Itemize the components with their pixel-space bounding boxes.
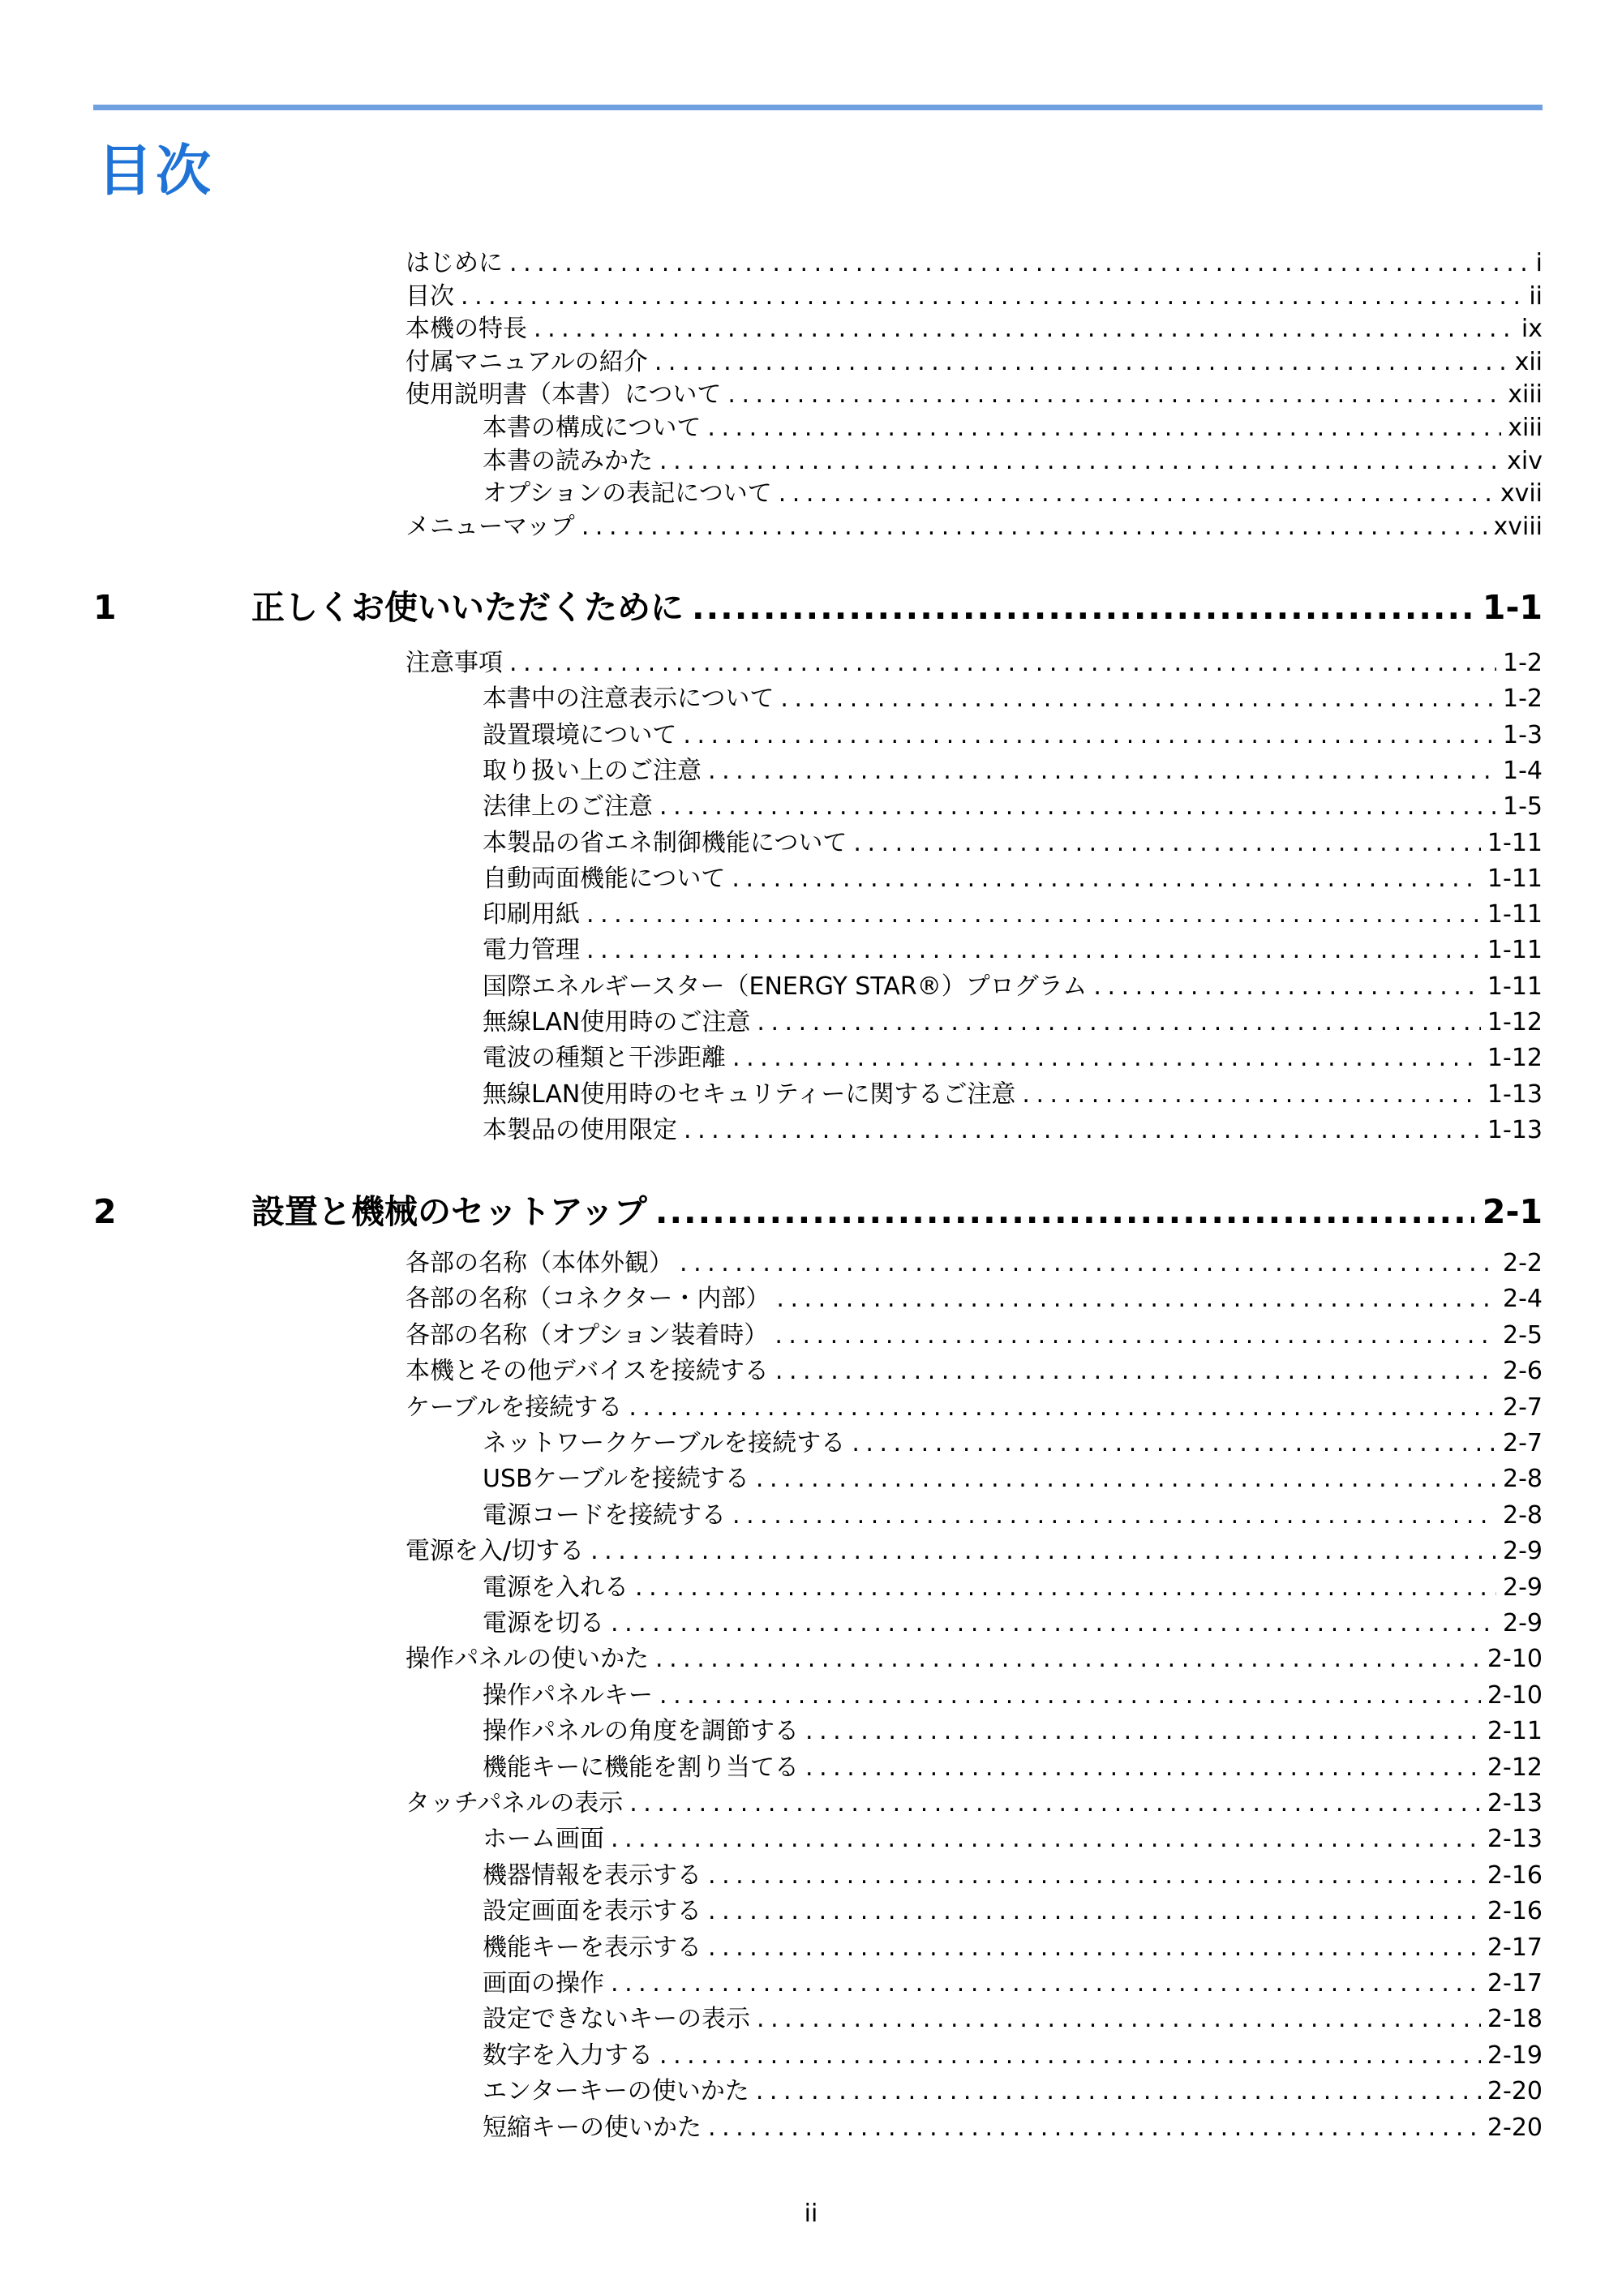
- dot-leader: [757, 1008, 1481, 1037]
- toc-entry[interactable]: [406, 380, 1543, 410]
- dot-leader: [732, 865, 1481, 894]
- toc-entry[interactable]: [406, 1393, 1543, 1423]
- dot-leader: [707, 414, 1501, 443]
- toc-subentry[interactable]: [483, 1573, 1543, 1603]
- toc-subentry[interactable]: [483, 1008, 1543, 1037]
- toc-entry-label: 本機とその他デバイスを接続する: [406, 1357, 769, 1385]
- toc-entry-label: 各部の名称（本体外観）: [406, 1249, 673, 1277]
- toc-entry[interactable]: [406, 282, 1543, 311]
- dot-leader: [708, 757, 1496, 786]
- toc-entry-page: 1-2: [1503, 649, 1543, 677]
- chapter-page: 2-1: [1482, 1192, 1543, 1231]
- toc-entry-page: 2-5: [1503, 1321, 1543, 1350]
- toc-entry-label: 画面の操作: [483, 1969, 604, 1998]
- dot-leader: [586, 936, 1481, 965]
- dot-leader: [509, 249, 1530, 278]
- chapter-heading[interactable]: [93, 586, 1543, 629]
- chapter-number: 2: [93, 1192, 117, 1231]
- toc-entry-label: エンターキーの使いかた: [483, 2077, 749, 2105]
- toc-subentry[interactable]: [483, 1116, 1543, 1145]
- toc-entry[interactable]: [406, 1537, 1543, 1566]
- toc-entry-label: 電力管理: [483, 936, 580, 964]
- toc-entry-page: 2-13: [1487, 1825, 1543, 1853]
- toc-entry-label: 機器情報を表示する: [483, 1861, 702, 1890]
- toc-entry-page: xiv: [1507, 447, 1543, 475]
- toc-entry-page: 2-17: [1487, 1969, 1543, 1998]
- dot-leader: [659, 792, 1496, 822]
- toc-entry-page: 2-9: [1503, 1537, 1543, 1565]
- toc-subentry[interactable]: [483, 829, 1543, 858]
- toc-entry-page: 1-11: [1487, 900, 1543, 929]
- toc-entry-label: 付属マニュアルの紹介: [406, 348, 648, 376]
- toc-subentry[interactable]: [483, 936, 1543, 965]
- toc-entry-page: 1-12: [1487, 1008, 1543, 1036]
- toc-entry-page: 1-11: [1487, 972, 1543, 1001]
- toc-entry-page: 1-2: [1503, 685, 1543, 713]
- toc-entry-page: 2-16: [1487, 1861, 1543, 1890]
- toc-subentry[interactable]: [483, 972, 1543, 1002]
- dot-leader: [1093, 972, 1480, 1002]
- toc-entry[interactable]: [406, 249, 1543, 278]
- toc-entry-label: 操作パネルの使いかた: [406, 1645, 649, 1673]
- dot-leader: [805, 1717, 1481, 1746]
- chapter-number: 1: [93, 588, 117, 627]
- toc-entry-label: 電源を入/切する: [406, 1537, 585, 1565]
- toc-entry-page: 2-6: [1503, 1357, 1543, 1385]
- toc-entry-page: 1-4: [1503, 757, 1543, 785]
- toc-subentry[interactable]: [483, 1501, 1543, 1530]
- toc-entry-page: 2-9: [1503, 1609, 1543, 1637]
- dot-leader: [756, 2077, 1481, 2106]
- toc-entry-page: xii: [1514, 348, 1543, 376]
- dot-leader: [611, 1825, 1481, 1854]
- dot-leader: [757, 2005, 1481, 2034]
- toc-subentry[interactable]: [483, 2005, 1543, 2034]
- dot-leader: [611, 1969, 1481, 1998]
- dot-leader: [684, 1116, 1481, 1145]
- dot-leader: [776, 1285, 1496, 1314]
- toc-entry-page: 2-11: [1487, 1717, 1543, 1745]
- toc-entry-label: 法律上のご注意: [483, 792, 653, 821]
- toc-entry-page: 2-13: [1487, 1789, 1543, 1817]
- dot-leader: [775, 1321, 1496, 1350]
- toc-entry[interactable]: [406, 1789, 1543, 1818]
- toc-entry-label: タッチパネルの表示: [406, 1789, 624, 1817]
- toc-entry[interactable]: [406, 348, 1543, 377]
- toc-entry-label: 操作パネルの角度を調節する: [483, 1717, 799, 1745]
- toc-subentry[interactable]: [483, 1969, 1543, 1998]
- toc-entry-label: 本書の読みかた: [483, 447, 653, 475]
- dot-leader: [852, 1429, 1496, 1458]
- toc-entry-page: 2-7: [1503, 1429, 1543, 1457]
- toc-subentry[interactable]: [483, 414, 1543, 443]
- toc-subentry[interactable]: [483, 479, 1543, 509]
- chapter-title: 正しくお使いいただくために: [251, 588, 684, 627]
- chapter-title: 設置と機械のセットアップ: [251, 1192, 647, 1231]
- toc-entry-label: 本製品の省エネ制御機能について: [483, 829, 847, 857]
- dot-leader: [586, 900, 1481, 929]
- toc-entry-page: xiii: [1508, 414, 1543, 442]
- toc-entry-page: 1-11: [1487, 936, 1543, 964]
- dot-leader: [659, 2041, 1481, 2071]
- dot-leader: [534, 315, 1515, 344]
- toc-entry-label: 数字を入力する: [483, 2041, 653, 2070]
- toc-entry-label: 機能キーに機能を割り当てる: [483, 1753, 799, 1782]
- toc-entry-page: 2-20: [1487, 2077, 1543, 2105]
- toc-entry-page: 2-8: [1503, 1465, 1543, 1493]
- dot-leader: [708, 2114, 1481, 2143]
- dot-leader: [659, 1681, 1481, 1710]
- toc-subentry[interactable]: [483, 1609, 1543, 1638]
- toc-entry-page: 2-2: [1503, 1249, 1543, 1277]
- toc-entry[interactable]: [406, 1249, 1543, 1278]
- toc-entry[interactable]: [406, 315, 1543, 344]
- dot-leader: [1022, 1080, 1481, 1109]
- toc-subentry[interactable]: [483, 2114, 1543, 2143]
- dot-leader: [655, 1191, 1474, 1233]
- toc-entry-label: 操作パネルキー: [483, 1681, 653, 1710]
- toc-subentry[interactable]: [483, 1717, 1543, 1746]
- toc-entry-page: 2-7: [1503, 1393, 1543, 1422]
- toc-entry[interactable]: [406, 1285, 1543, 1314]
- page-number: ii: [804, 2199, 818, 2228]
- toc-entry-page: ix: [1521, 315, 1543, 343]
- dot-leader: [655, 1645, 1481, 1674]
- toc-entry[interactable]: [406, 1321, 1543, 1350]
- toc-entry-page: xviii: [1493, 513, 1543, 541]
- toc-entry-page: 2-10: [1487, 1645, 1543, 1673]
- dot-leader: [708, 1897, 1481, 1926]
- dot-leader: [629, 1789, 1481, 1818]
- dot-leader: [683, 721, 1496, 750]
- toc-entry-label: 自動両面機能について: [483, 865, 726, 893]
- toc-entry-label: 目次: [406, 282, 454, 311]
- dot-leader: [756, 1465, 1496, 1494]
- toc-entry-page: 1-3: [1503, 721, 1543, 749]
- toc-entry-page: 1-13: [1487, 1080, 1543, 1109]
- toc-subentry[interactable]: [483, 1465, 1543, 1494]
- toc-entry-page: i: [1535, 249, 1543, 277]
- dot-leader: [708, 1861, 1481, 1890]
- dot-leader: [590, 1537, 1496, 1566]
- dot-leader: [659, 447, 1500, 476]
- toc-subentry[interactable]: [483, 1825, 1543, 1854]
- dot-leader: [779, 479, 1494, 509]
- dot-leader: [509, 649, 1496, 678]
- toc-entry-label: メニューマップ: [406, 513, 575, 541]
- toc-entry[interactable]: [406, 1645, 1543, 1674]
- dot-leader: [611, 1609, 1496, 1638]
- toc-entry-label: 短縮キーの使いかた: [483, 2114, 702, 2142]
- toc-entry-label: 機能キーを表示する: [483, 1933, 702, 1962]
- page-title: 目次: [97, 139, 215, 204]
- chapter-page: 1-1: [1482, 588, 1543, 627]
- toc-entry-label: 各部の名称（コネクター・内部）: [406, 1285, 770, 1313]
- toc-entry-page: 1-13: [1487, 1116, 1543, 1144]
- toc-entry-label: 電源を切る: [483, 1609, 604, 1637]
- dot-leader: [727, 380, 1501, 410]
- toc-entry-page: 2-17: [1487, 1933, 1543, 1962]
- toc-entry-label: 本機の特長: [406, 315, 527, 343]
- toc-entry-page: 2-10: [1487, 1681, 1543, 1710]
- toc-entry-page: 1-12: [1487, 1044, 1543, 1072]
- toc-entry-label: 設定できないキーの表示: [483, 2005, 750, 2033]
- dot-leader: [780, 685, 1496, 714]
- toc-entry-label: ネットワークケーブルを接続する: [483, 1429, 846, 1457]
- dot-leader: [629, 1393, 1496, 1423]
- toc-subentry[interactable]: [483, 1429, 1543, 1458]
- dot-leader: [805, 1753, 1481, 1783]
- toc-entry-label: USBケーブルを接続する: [483, 1465, 749, 1493]
- dot-leader: [680, 1249, 1496, 1278]
- dot-leader: [461, 282, 1522, 311]
- toc-entry-page: 2-8: [1503, 1501, 1543, 1530]
- toc-subentry[interactable]: [483, 1044, 1543, 1073]
- toc-subentry[interactable]: [483, 1753, 1543, 1783]
- toc-entry-label: 設置環境について: [483, 721, 677, 749]
- dot-leader: [775, 1357, 1496, 1386]
- toc-entry-label: ケーブルを接続する: [406, 1393, 623, 1422]
- toc-entry-page: 2-20: [1487, 2114, 1543, 2142]
- toc-entry-page: ii: [1529, 282, 1543, 311]
- toc-entry[interactable]: [406, 1357, 1543, 1386]
- toc-subentry[interactable]: [483, 900, 1543, 929]
- toc-subentry[interactable]: [483, 2041, 1543, 2071]
- toc-entry-page: 2-18: [1487, 2005, 1543, 2033]
- toc-subentry[interactable]: [483, 1681, 1543, 1710]
- toc-subentry[interactable]: [483, 1897, 1543, 1926]
- dot-leader: [732, 1044, 1481, 1073]
- dot-leader: [581, 513, 1487, 542]
- toc-entry-label: 取り扱い上のご注意: [483, 757, 702, 785]
- toc-subentry[interactable]: [483, 2077, 1543, 2106]
- toc-entry-label: 注意事項: [406, 649, 503, 677]
- toc-entry-label: 無線LAN使用時のセキュリティーに関するご注意: [483, 1080, 1016, 1109]
- toc-entry-label: 電源を入れる: [483, 1573, 629, 1602]
- toc-entry-page: xvii: [1500, 479, 1543, 508]
- toc-entry-page: 1-11: [1487, 865, 1543, 893]
- toc-entry-label: 各部の名称（オプション装着時）: [406, 1321, 769, 1350]
- toc-entry[interactable]: [406, 513, 1543, 542]
- toc-entry-label: 電源コードを接続する: [483, 1501, 726, 1530]
- toc-entry-page: 2-19: [1487, 2041, 1543, 2070]
- toc-entry-label: 本書中の注意表示について: [483, 685, 775, 713]
- toc-entry-label: 本書の構成について: [483, 414, 702, 442]
- toc-entry-label: 無線LAN使用時のご注意: [483, 1008, 751, 1036]
- toc-subentry[interactable]: [483, 447, 1543, 476]
- toc-entry-label: ホーム画面: [483, 1825, 604, 1853]
- toc-subentry[interactable]: [483, 685, 1543, 714]
- toc-entry-label: 印刷用紙: [483, 900, 580, 929]
- toc-subentry[interactable]: [483, 757, 1543, 786]
- toc-entry-label: オプションの表記について: [483, 479, 772, 508]
- toc-subentry[interactable]: [483, 1861, 1543, 1890]
- toc-entry-page: 2-16: [1487, 1897, 1543, 1925]
- dot-leader: [708, 1933, 1481, 1963]
- toc-entry-label: 電波の種類と干渉距離: [483, 1044, 726, 1072]
- toc-entry-label: 本製品の使用限定: [483, 1116, 677, 1144]
- toc-entry-page: xiii: [1508, 380, 1543, 409]
- dot-leader: [654, 348, 1508, 377]
- toc-entry-page: 1-5: [1503, 792, 1543, 821]
- dot-leader: [692, 586, 1474, 629]
- toc-entry-page: 2-9: [1503, 1573, 1543, 1602]
- toc-subentry[interactable]: [483, 1933, 1543, 1963]
- toc-entry-label: 国際エネルギースター（ENERGY STAR®）プログラム: [483, 972, 1088, 1001]
- dot-leader: [853, 829, 1481, 858]
- toc-entry-page: 1-11: [1487, 829, 1543, 857]
- toc-subentry[interactable]: [483, 792, 1543, 822]
- toc-entry[interactable]: [406, 649, 1543, 678]
- toc-entry-page: 2-12: [1487, 1753, 1543, 1782]
- toc-entry-page: 2-4: [1503, 1285, 1543, 1313]
- toc-subentry[interactable]: [483, 1080, 1543, 1109]
- toc-subentry[interactable]: [483, 721, 1543, 750]
- toc-subentry[interactable]: [483, 865, 1543, 894]
- toc-entry-label: 設定画面を表示する: [483, 1897, 702, 1925]
- dot-leader: [732, 1501, 1496, 1530]
- toc-entry-label: 使用説明書（本書）について: [406, 380, 722, 409]
- dot-leader: [635, 1573, 1496, 1603]
- toc-entry-label: はじめに: [406, 249, 503, 277]
- chapter-heading[interactable]: [93, 1191, 1543, 1233]
